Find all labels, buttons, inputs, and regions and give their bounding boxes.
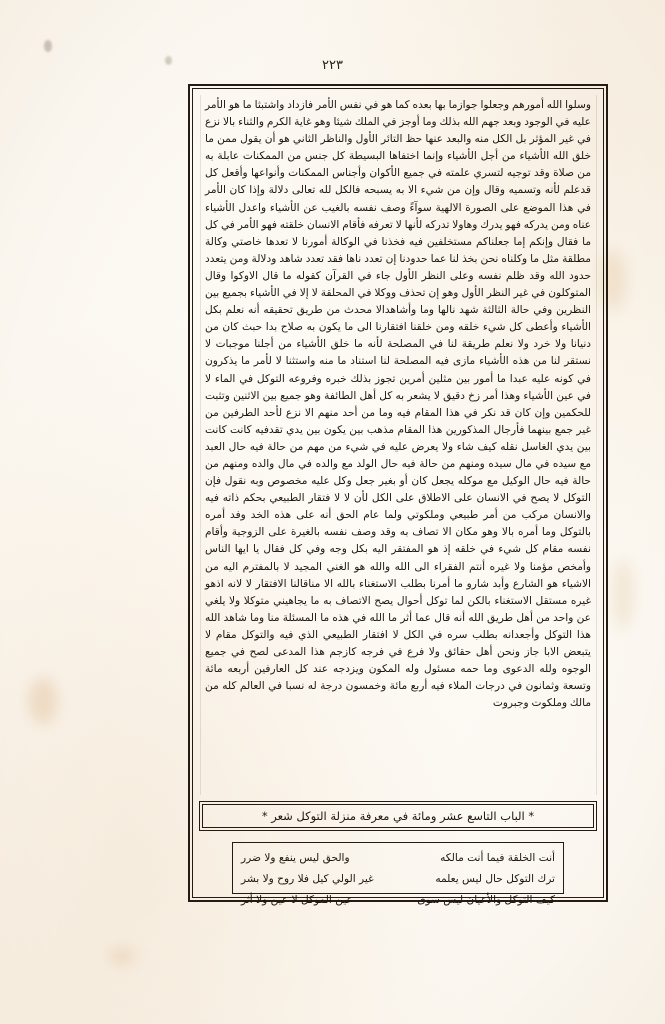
- poem-panel: [232, 842, 564, 906]
- paper-stain: [28, 678, 58, 724]
- chapter-heading-text: * الباب التاسع عشر ومائة في معرفة منزلة التوكل شعر *: [261, 809, 535, 823]
- poem-hemistich-second: والحق ليس ينفع ولا ضرر: [241, 851, 350, 864]
- chapter-heading-panel: [199, 801, 597, 831]
- poem-hemistich-first: أنت الخلقة فيما أنت مالكه: [440, 851, 555, 864]
- ink-speck: [44, 40, 52, 52]
- poem-hemistich-second: غير الولي كيل فلا روح ولا بشر: [241, 872, 374, 885]
- poem-hemistich-second: عين الموكل لا عين ولا أثر: [241, 893, 353, 906]
- poem-hemistich-first: ترك التوكل حال ليس يعلمه: [435, 872, 555, 885]
- body-text-block: [199, 95, 597, 795]
- folio-number: ٢٢٣: [322, 58, 343, 73]
- poem-verse-row: [241, 889, 555, 910]
- poem-verse-row: [241, 868, 555, 889]
- poem-hemistich-first: كيف التوكل والأعيان ليس سوى: [417, 893, 555, 906]
- body-paragraph: وسلوا الله أمورهم وجعلوا جوازما بها بعده كما هو في نفس الأمر فازداد واشتبثا ما هو الأمر عليه في الوجود وبعد جهم الله بذلك وما أوجز في الملك شيئا وهو غاية الكرم والثناء بالا نزع في غير المؤثر بل الكل منه والبعد عنها حظ التائر الأول والناظر الثاني هو أن يقول ممن ما خلق الله الأشياء من أجل الأشياء وإنما اختفاها البسيطة كل جنس من الممكنات عابلة به من صلاة وقد توجيه لتسري علمته في جميع الأكوان وأجناس الممكنات وأنواعها وأقعل كل قدعلم لأنه وتسميه وقال وإن من شيء الا به يسبحه فالكل لله تعالى دلالة وإذا كان الأمر في هذا الموضع على الصورة الالهية سوآءً وصف نفسه بالغيب عن الأشياء واعدل الأشياء عناه ومن يدركه فهو يدرك وهاولا تدركه لأنها لا تعرفه فأقام الانسان خلقته فهو الأمر في كل ما فقال وإنكم إما جعلناكم مستخلفين فيه فخذنا في الوكالة أمورنا لا تعدها خاصتي وكالة مطلقة مثل ما وكلناه نحن بخذ لنا عما حدودنا إن تعدد ناها فقد تعدد شاهد ودلالة ومن يتعدد حدود الله وقد ظلم نفسه وعلى النظر الأول جاء في القرآن كقوله ما قال الاوكوا وقال المتوكلون في غير النظر الأول وهو إن تحذف ووكلا في المحلقة لا إلا في الأشياء بجميع بين النظرين وفي حالة الثالثة شهد نالها وما وأشاهدالا محدث من طريق تحقيقه أنه نعلم بكل الأشياء وأعطى كل شيء خلقه ومن خلقنا افتقارنا الى ما يكون به صلاح بدا حبث كان من دنيانا ولا خرد ولا نعلم طريقة لنا في المصلحة لأنه ما خلق الأشياء من أجلنا موجبات لا نستقر لنا من هذه الأشياء مازى فيه المصلحة لنا استناد ما منه واستثنا لا لأمر ما يذكرون في كونه عليه عبدا ما أمور بين مثلين أمرين تجوز بذلك خبره وفروعه التوكل في الماء لا في عين الأشياء وهذا أمر زخ دقيق لا يشعر به كل أهل الطائفة وهو جميع بين الاثنين وتثبت للحكمين وإن كان قد نكر في هذا المقام فيه وما من أحد منهم الا نزع لأحد الطرفين من غير جمع بينهما فأرجال المذكورين هذا المقام مذهب بين يكون بين يدي تقدفيه كانت كانت بين يدي الغاسل نقله كيف شاء ولا يعرض عليه في شيء من مهم من حالة فيه حال العبد مع سيده في مال سيده ومنهم من حالة فيه حال الولد مع والده في مال والده ومنهم من حالة فيه حال الوكيل مع موكله يجعل كان أو بغير جعل وكل عليه مخصوص وبه نقول فإن التوكل لا يصح في الانسان على الاطلاق على الكل لأن لا لا فتقار الطبيعي بحكم ذاته فيه والانسان مركب من أمر طبيعي وملكوتي ولما عام الحق أنه على هذه الخد وفد أمره بالتوكل وما أمره بالا وهو مكان الا تصاف به وقد وصف نفسه بالغيرة على الزوجية وأقام نفسه مقام كل شيء في خلقه إذ هو المفتقر اليه بكل وجه وفي كل فقال يا ايها الناس وأمخص مؤمنا ولا غيره أنتم الفقراء الى الله والله هو الغني المجيد لا بالمفترم اليه من الاشياء هو الشارع وأبد شارو ما أمرنا بطلب الاستغناء بالله الا مناقالنا الافتقار لا لانه اذهو غيره مستقل الاستغناء بالكن لما توكل أحوال يصح الاتصاف به ما يجاهيني متوكلا ولا يلغي عن واحد من أهل طريق الله أنه قال عما أثر ما الله في هذه ما المسئلة منا وما شاهد الله هذا التوكل وأجعدانه بطلب سره في الكل لا افتقار الطبيعي الذي فيه والتوكل مقام لا يتبعض الابا جاز ونحن أهل حقائق ولا فرع في فرجه كازجم هذا المدعى لصح في جميع الوجوه ولله الدعوى وما حمه مسئول وله المكون ويزدجه عند كل العارفين أربعه مائة وتسعة وثمانون في درجات الملاء فيه أربع مائة وخمسون درجة له نسبا في العالم كله من مالك وملكوت وجبروت: [205, 99, 591, 710]
- paper-stain: [108, 946, 136, 966]
- paper-stain: [612, 560, 634, 630]
- poem-verse-row: [241, 847, 555, 868]
